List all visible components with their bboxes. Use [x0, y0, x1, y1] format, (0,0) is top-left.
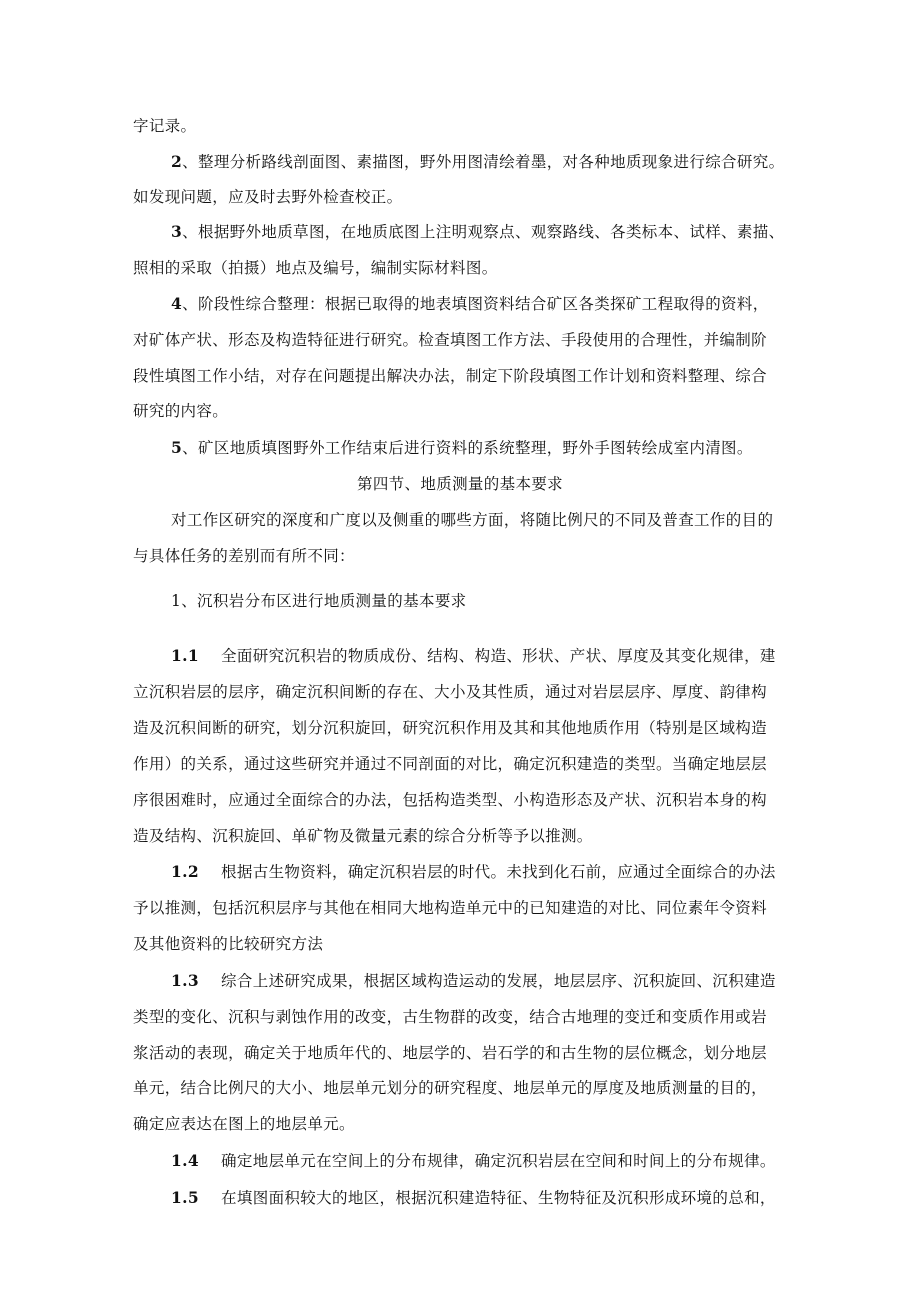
item-number: 1.1 [171, 646, 200, 665]
text-line: 造及沉积间断的研究，划分沉积旋回，研究沉积作用及其和其他地质作用（特别是区域构造 [133, 719, 768, 737]
text-line: 及其他资料的比较研究方法 [133, 935, 324, 953]
numbered-item-3: 3、根据野外地质草图，在地质底图上注明观察点、观察路线、各类标本、试样、素描、 [171, 222, 785, 241]
numbered-item-4: 4、阶段性综合整理：根据已取得的地表填图资料结合矿区各类探矿工程取得的资料， [171, 294, 769, 313]
text-line: 造及结构、沉积旋回、单矿物及微量元素的综合分析等予以推测。 [133, 827, 593, 845]
numbered-item-1-1: 1.1 全面研究沉积岩的物质成份、结构、构造、形状、产状、厚度及其变化规律，建 [171, 646, 776, 665]
text-line: 对工作区研究的深度和广度以及侧重的哪些方面，将随比例尺的不同及普查工作的目的 [171, 511, 774, 529]
text-line: 对矿体产状、形态及构造特征进行研究。检查填图工作方法、手段使用的合理性，并编制阶 [133, 331, 768, 349]
item-number: 1.3 [171, 971, 200, 990]
numbered-item-1-5: 1.5 在填图面积较大的地区，根据沉积建造特征、生物特征及沉积形成环境的总和， [171, 1188, 776, 1207]
numbered-item-2: 2、整理分析路线剖面图、素描图，野外用图清绘着墨，对各种地质现象进行综合研究。 [171, 152, 785, 171]
text-line: 照相的采取（拍摄）地点及编号，编制实际材料图。 [133, 259, 498, 277]
text-line: 序很困难时，应通过全面综合的办法，包括构造类型、小构造形态及产状、沉积岩本身的构 [133, 791, 768, 809]
text-line: 单元，结合比例尺的大小、地层单元划分的研究程度、地层单元的厚度及地质测量的目的， [133, 1079, 768, 1097]
item-number: 5 [171, 438, 183, 457]
text-line: 立沉积岩层的层序，确定沉积间断的存在、大小及其性质，通过对岩层层序、厚度、韵律构 [133, 683, 768, 701]
text-line: 字记录。 [133, 117, 197, 135]
numbered-item-1-4: 1.4 确定地层单元在空间上的分布规律，确定沉积岩层在空间和时间上的分布规律。 [171, 1151, 776, 1170]
item-number: 1.5 [171, 1188, 200, 1207]
item-number: 4 [171, 294, 183, 313]
numbered-item-1-2: 1.2 根据古生物资料，确定沉积岩层的时代。未找到化石前，应通过全面综合的办法 [171, 862, 776, 881]
item-number: 1.2 [171, 862, 200, 881]
text-line: 类型的变化、沉积与剥蚀作用的改变，古生物群的改变，结合古地理的变迁和变质作用或岩 [133, 1008, 768, 1026]
text-line: 确定应表达在图上的地层单元。 [133, 1115, 355, 1133]
item-number: 2 [171, 152, 183, 171]
numbered-item-5: 5、矿区地质填图野外工作结束后进行资料的系统整理，野外手图转绘成室内清图。 [171, 438, 753, 457]
item-number: 1.4 [171, 1151, 200, 1170]
item-number: 3 [171, 222, 183, 241]
text-line: 如发现问题，应及时去野外检查校正。 [133, 188, 403, 206]
section-heading: 第四节、地质测量的基本要求 [356, 475, 564, 493]
text-line: 段性填图工作小结，对存在问题提出解决办法，制定下阶段填图工作计划和资料整理、综合 [133, 367, 768, 385]
text-line: 予以推测，包括沉积层序与其他在相同大地构造单元中的已知建造的对比、同位素年令资料 [133, 899, 768, 917]
text-line: 作用）的关系，通过这些研究并通过不同剖面的对比，确定沉积建造的类型。当确定地层层 [133, 755, 768, 773]
text-line: 与具体任务的差别而有所不同： [133, 547, 355, 565]
subsection-heading: 1、沉积岩分布区进行地质测量的基本要求 [171, 592, 467, 610]
numbered-item-1-3: 1.3 综合上述研究成果，根据区域构造运动的发展，地层层序、沉积旋回、沉积建造 [171, 971, 776, 990]
text-line: 研究的内容。 [133, 402, 229, 420]
text-line: 浆活动的表现，确定关于地质年代的、地层学的、岩石学的和古生物的层位概念，划分地层 [133, 1044, 768, 1062]
